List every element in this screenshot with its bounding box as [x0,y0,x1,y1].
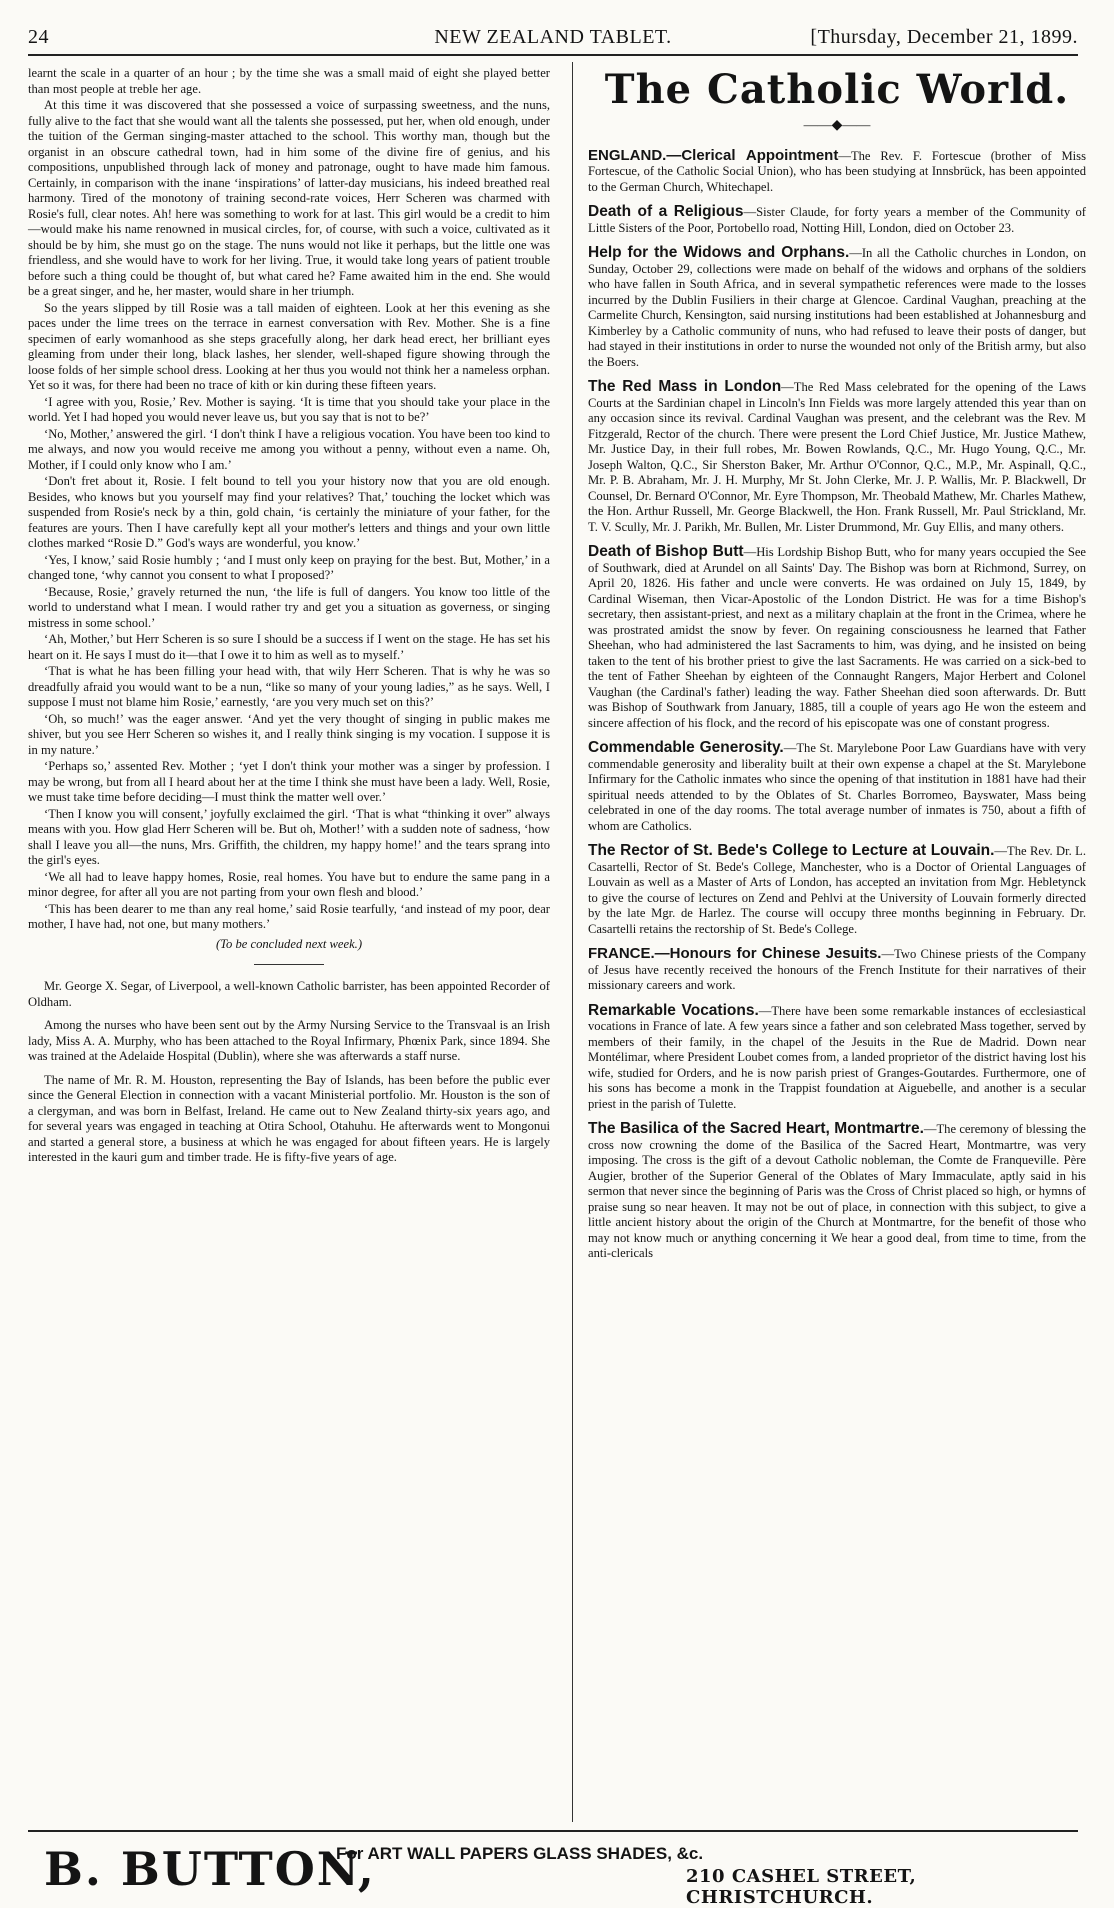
article-body: —The Rev. Dr. L. Casartelli, Rector of St. Bede's College, Manchester, who is a Doctor of Oriental Languages of Louvain as well as a Master of Arts of London, has accepted an invitation from Mgr. Hebletynck to give the course of lectures on Zend and Pehlvi at the University of Louvain formerly directed by the late Mgr. de Harlez. The course will occupy three months beginning in February. Dr. Casartelli retains the rectorship of St. Bede's College. [588,844,1086,936]
story-paragraph: ‘This has been dearer to me than any real home,’ said Rosie tearfully, ‘and instead of my poor, dear mother, I have had, not one, but many mothers.’ [28,901,550,931]
article-body: —The Red Mass celebrated for the opening of the Laws Courts at the Sardinian chapel in Lincoln's Inn Fields was more largely attended this year than on any occasion since its revival. Cardinal Vaughan was present, and the celebrant was the Rev. M Fitzgerald, Rector of the church. There were present the Lord Chief Justice, Mr. Justice Mathew, Mr. Justice Day, in their full robes, Mr. Bowen Rowlands, Q.C., Mr. Hugo Young, Q.C., Mr. Joseph Walton, Q.C., Sir Sherston Baker, Mr. Arthur O'Connor, Q.C., M.P., Mr. Aspinall, Q.C., Mr. P. B. Abraham, Mr. J. H. Murphy, Mr St. John Clerke, Mr. J. P. Wallis, Mr. P. Blackwell, Dr Counsel, Dr. Bernard O'Connor, Mr. Eyre Thompson, Mr. Theobald Mathew, Mr. Charles Mathew, the Hon. Arthur Russell, Mr. George Blackwell, the Hon. Frank Russell, Mr. Paul Strickland, Mr. T. V. Scully, Mr. J. Parikh, Mr. Bullen, Mr. Lister Drummond, Mr. Guy Ellis, and many others. [588,380,1087,534]
story-paragraph: ‘Oh, so much!’ was the eager answer. ‘And yet the very thought of singing in public makes me shiver, but you see Herr Scheren so wishes it, and I really think singing is my vocation. I suppose it is in my nature.’ [28,711,550,757]
page-number: 24 [28,26,49,48]
story-paragraph: ‘That is what he has been filling your head with, that wily Herr Scheren. That is why he was so dreadfully afraid you would want to be a nun, “like so many of your young ladies,” as he says. Well, I suppose I must not blame him Rosie,’ earnestly, ‘are you very much set on this?’ [28,664,550,709]
article-heading: ENGLAND.—Clerical Appointment [588,146,839,164]
newspaper-title: NEW ZEALAND TABLET. [434,26,672,48]
article-heading: Death of Bishop Butt [588,543,744,560]
story-paragraph: At this time it was discovered that she possessed a voice of surpassing sweetness, and the nuns, fully alive to the fact that she would want all the talents she possessed, put her, when old enough, under the tuition of the German singing-master attached to the school. This worthy man, though but the organist in an obscure cathedral town, had in him some of the divine fire of genius, and his compositions, unpublished through lack of money and patronage, ought to have made him famous. Certainly, in comparison with the inane ‘inspirations’ of latter-day musicians, his indeed breathed real harmony. Tired of the monotony of training second-rate voices, Herr Scheren was charmed with Rosie's full, clear notes. Ah! here was something to work for at last. This girl would be a credit to him—would make his name renowned in musical circles, for, of course, with such a voice, cultivated as it should be by him, she must go on the stage. The nuns would not like it perhaps, but the little one was friendless, and she would have to work for her living. True, it would take long years of patient trouble before such a thing could be thought of, but what cared he? Fame awaited him in the end. She would be a great singer, and he, her master, would share in her triumph. [28,98,550,298]
masthead [28,26,1078,52]
news-note: The name of Mr. R. M. Houston, representing the Bay of Islands, has been before the public ever since the General Election in connection with a vacant Ministerial portfolio. Mr. Houston is the son of a clergyman, and was born in Belfast, Ireland. He came out to New Zealand thirty-six years ago, and for several years was engaged in teaching at Otira School, Otahuhu. He afterwards went to Mongonui and started a general store, a business at which he was engaged for about fifteen years. He is largely interested in the kauri gum and timber trade. He is fifty-five years of age. [28,1072,550,1164]
title-ornament: ——◆—— [803,118,871,133]
article [588,1121,1086,1262]
article-body: —The St. Marylebone Poor Law Guardians have with very commendable generosity and liberality built at their own expense a chapel at the St. Marylebone Infirmary for the Catholic inmates who since the opening of that institution in 1881 have had their spiritual needs attended to by the Oblates of St. Charles Borromeo, Bayswater, Mass being celebrated in one of the day rooms. The total average number of inmates is 750, about a fifth of whom are Catholics. [588,741,1087,833]
story-paragraph: ‘Perhaps so,’ assented Rev. Mother ; ‘yet I don't think your mother was a singer by profession. I may be wrong, but from all I heard about her at the time I think she must have been a lady. Well, Rosie, we must take time before deciding—I must think the matter well over.’ [28,759,550,804]
article-heading: The Red Mass in London [588,378,782,395]
article-heading: FRANCE.—Honours for Chinese Jesuits. [588,945,882,962]
story-paragraph: ‘Then I know you will consent,’ joyfully exclaimed the girl. ‘That is what “thinking it over” always means with you. How glad Herr Scheren will be. But oh, Mother!’ with a sudden note of sadness, ‘how shall I leave you all—the nuns, Mrs. Griffith, the children, my happy home!’ and the tears sprang into the girl's eyes. [28,806,550,867]
news-note: Among the nurses who have been sent out by the Army Nursing Service to the Transvaal is an Irish lady, Miss A. A. Murphy, who has been attached to the Royal Infirmary, Phœnix Park, since 1894. She was trained at the Adelaide Hospital (Dublin), where she was afterwards a staff nurse. [28,1018,550,1063]
story-paragraph: ‘No, Mother,’ answered the girl. ‘I don't think I have a religious vocation. You have been too kind to me always, and now you would receive me among you without a penny, without even a name. Oh, Mother, if I could only know who I am.’ [28,426,550,472]
header-rule [28,54,1078,56]
article-heading: Help for the Widows and Orphans. [588,244,850,261]
article [588,204,1086,236]
article-body: —Sister Claude, for forty years a member of the Community of Little Sisters of the Poor, Portobello road, Notting Hill, London, died on October 23. [588,205,1087,235]
article [588,544,1086,731]
article [588,946,1086,994]
article [588,1003,1086,1113]
article-heading: Death of a Religious [588,203,744,220]
advertisement [28,1838,1078,1908]
advert-address: 210 CASHEL STREET, CHRISTCHURCH. [686,1866,917,1908]
advert-brand: B. BUTTON, [44,1842,376,1896]
article [588,843,1086,937]
column-divider [572,62,573,1822]
story-paragraph: learnt the scale in a quarter of an hour ; by the time she was a small maid of eight she played better than most people at treble her age. [28,66,550,96]
article-body: —In all the Catholic churches in London, on Sunday, October 29, collections were made on behalf of the widows and orphans of the soldiers who have fallen in South Africa, and in several sympathetic references were made to the losses incurred by the Dublin Fusiliers in their charge at Glencoe. Cardinal Vaughan, preaching at the Carmelite Church, Kensington, said nursing institutions had been established at Johannesburg and Kimberley by a Catholic community of nuns, who had refused to leave their posts of danger, but had stayed in their institutions in order to nurse the wounded not only of the British army, but also the Boers. [588,246,1086,369]
article [588,245,1086,370]
serial-story [28,66,550,952]
article-heading: The Basilica of the Sacred Heart, Montmartre. [588,1120,924,1137]
section-divider [254,964,324,965]
right-column [588,66,1086,1271]
article-body: —The Rev. F. Fortescue (brother of Miss Fortescue, of the Catholic Social Union), who has been studying at Innsbrück, has been appointed to the German Church, Whitechapel. [588,148,1086,194]
article-body: —The ceremony of blessing the cross now crowning the dome of the Basilica of the Sacred Heart, Montmartre, was very imposing. The cross is the gift of a devout Catholic nobleman, the Comte de Franqueville. Père Augier, brother of the Superior General of the Oblates of Mary Immaculate, aptly said in his sermon that never since the beginning of Paris was the Cross of Christ placed so high, or hymns of praise sung so near heaven. It may not be out of place, in connection with this subject, to give a little ancient history about the origin of the Church at Montmartre, for the benefit of those who may not know much or anything concerning it We hear a good deal, from time to time, from the anti-clericals [588,1122,1086,1260]
article [588,148,1086,196]
article-body: —Two Chinese priests of the Company of Jesus have recently received the honours of the French Institute for their narratives of their missionary careers and work. [588,947,1087,992]
story-paragraph: ‘Because, Rosie,’ gravely returned the nun, ‘the life is full of dangers. You know too little of the world to understand what I mean. I would rather try and get you a situation as governess, or singing mistress in some school.’ [28,584,550,630]
story-paragraph: ‘Ah, Mother,’ but Herr Scheren is so sure I should be a success if I went on the stage. He has set his heart on it. He says I must do it—that I owe it to him as well as to myself.’ [28,632,550,662]
story-paragraph: ‘We all had to leave happy homes, Rosie, real homes. You have but to endure the same pang in a minor degree, for after all you are not parting from your own flesh and blood.’ [28,869,550,899]
continued-notice: (To be concluded next week.) [215,936,363,951]
advert-description: For ART WALL PAPERS GLASS SHADES, &c. [336,1844,704,1863]
section-title: The Catholic World. [604,66,1070,113]
left-column [28,66,550,1174]
footer-rule [28,1830,1078,1832]
article [588,379,1086,535]
news-note: Mr. George X. Segar, of Liverpool, a well-known Catholic barrister, has been appointed Recorder of Oldham. [28,979,550,1009]
story-paragraph: So the years slipped by till Rosie was a tall maiden of eighteen. Look at her this evening as she paces under the lime trees on the terrace in earnest conversation with Rev. Mother. She is a fine specimen of early womanhood as she steps gracefully along, her dark head erect, her brilliant eyes gleaming from under their long, black lashes, her slender, well-shaped figure showing through the loose folds of her simple school dress. Looking at her thus you would not think her a nameless orphan. Yet so it was, for there had been no trace of kith or kin during these fifteen years. [28,300,550,392]
article-heading: Remarkable Vocations. [588,1001,759,1019]
story-paragraph: ‘Yes, I know,’ said Rosie humbly ; ‘and I must only keep on praying for the best. But, Mother,’ in a changed tone, ‘why cannot you consent to what I proposed?’ [28,552,550,582]
article-heading: The Rector of St. Bede's College to Lecture at Louvain. [588,842,995,859]
issue-date: [Thursday, December 21, 1899. [810,26,1078,48]
article-body: —His Lordship Bishop Butt, who for many years occupied the See of Southwark, died at Arundel on all Saints' Day. The Bishop was born at Richmond, Surrey, on April 20, 1826. His father and uncle were converts. He was ordained on July 15, 1849, by Cardinal Wiseman, then Vicar-Apostolic of the London District. He was for a time Bishop's secretary, then assistant-priest, and next as a military chaplain at the front in the Crimea, where he was prostrated amidst the snow by fever. On regaining consciousness he learned that Father Sheehan, who had administered the last Sacraments to him, was dying, and he insisted on being taken to the tent of his brother priest to give the last Sacraments. He was carried on a sick-bed to the tent of Father Sheehan by eighteen of the Connaught Rangers, Major Herbert and Colonel Vaughan (the Cardinal's father) leading the way. Father Sheehan died soon afterwards. Dr. Butt was Bishop of Southwark from January, 1885, till a couple of years ago He won the esteem and sincere affection of his flock, and the record of his episcopate was one of constant progress. [588,545,1087,730]
story-paragraph: ‘Don't fret about it, Rosie. I felt bound to tell you your history now that you are old enough. Besides, who knows but you yourself may find your relatives? That,’ touching the locket which was suspended from Rosie's neck by a thin, gold chain, ‘is certainly the miniature of your father, for the features are yours. Then I have carefully kept all your mother's letters and things and your own little clothes marked “Rosie D.” God's ways are wonderful, you know.’ [28,474,550,550]
story-paragraph: ‘I agree with you, Rosie,’ Rev. Mother is saying. ‘It is time that you should take your place in the world. Yet I had hoped you would never leave us, but you say that is not to be?’ [28,394,550,424]
article-heading: Commendable Generosity. [588,739,784,756]
article [588,740,1086,834]
article-body: —There have been some remarkable instances of ecclesiastical vocations in France of late. A few years since a father and son celebrated Mass together, served by members of their family, in the chapel of the Jesuits in the Rue de Madrid. Down near Montélimar, where President Loubet comes from, a landed proprietor of the district having lost his wife, studied for Orders, and he is now parish priest of Granges-Goutardes. Furthermore, one of his sons has become a monk in the Trappist foundation at Aiguebelle, and another is a secular priest in the parish of Tulette. [588,1003,1086,1111]
